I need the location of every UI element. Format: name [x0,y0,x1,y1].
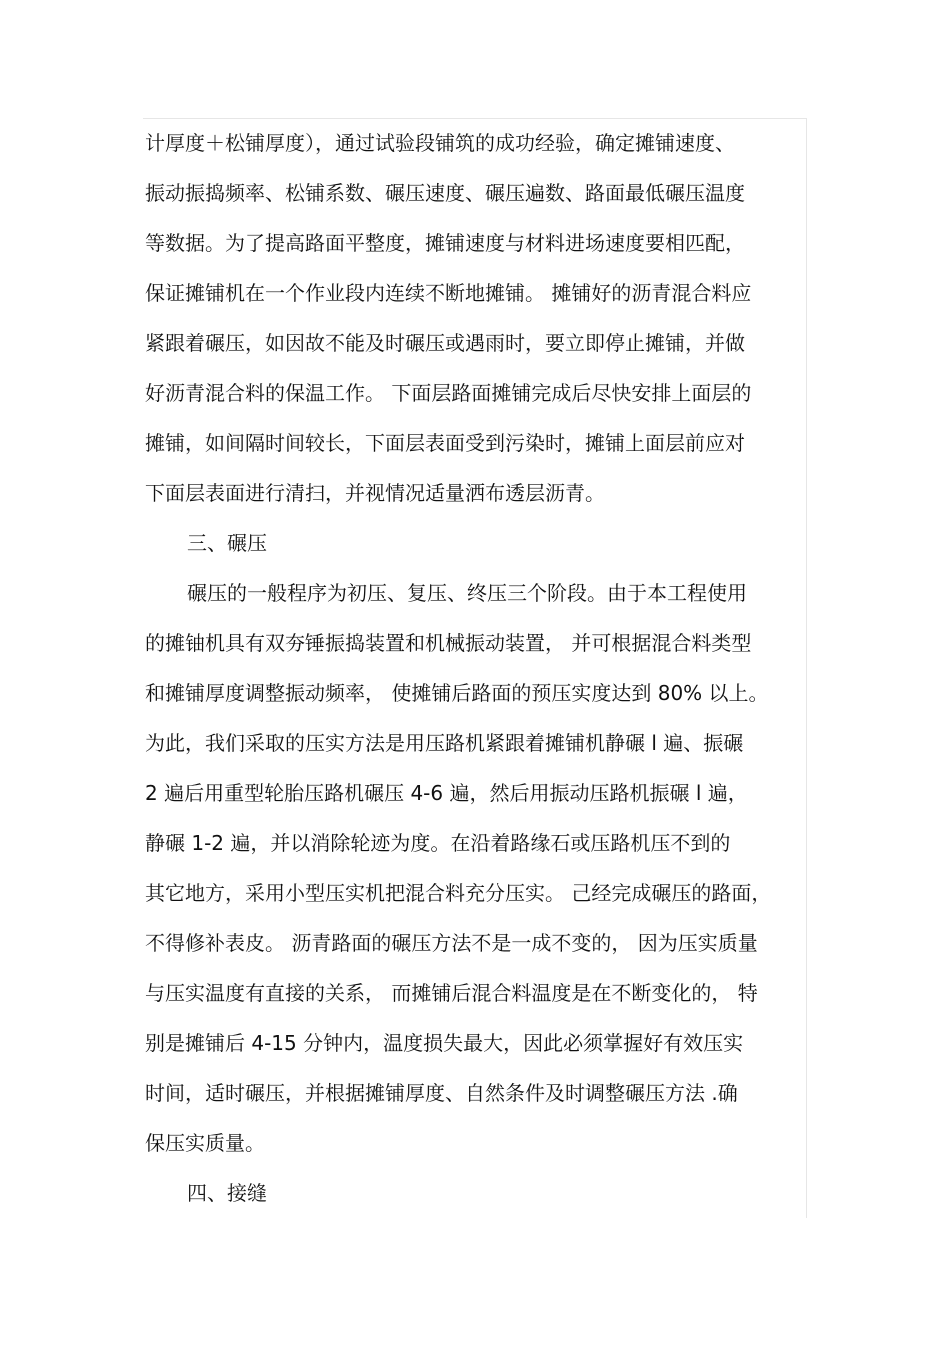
paragraph-line: 计厚度＋松铺厚度），通过试验段铺筑的成功经验，确定摊铺速度、 [145,131,735,155]
paragraph-line: 振动振捣频率、松铺系数、碾压速度、碾压遍数、路面最低碾压温度 [145,181,745,205]
paragraph-line: 好沥青混合料的保温工作。 下面层路面摊铺完成后尽快安排上面层的 [145,381,752,405]
paragraph-line: 等数据。为了提高路面平整度，摊铺速度与材料进场速度要相匹配， [145,231,745,255]
paragraph-line: 2 遍后用重型轮胎压路机碾压 4-6 遍，然后用振动压路机振碾 l 遍， [145,781,748,805]
paragraph-line: 不得修补表皮。 沥青路面的碾压方法不是一成不变的， 因为压实质量 [145,931,758,955]
paragraph-line: 别是摊铺后 4-15 分钟内，温度损失最大，因此必须掌握好有效压实 [145,1031,744,1055]
paragraph-line: 的摊铀机具有双夯锤振捣装置和机械振动装置， 并可根据混合料类型 [145,631,752,655]
paragraph-line: 与压实温度有直接的关系， 而摊铺后混合料温度是在不断变化的， 特 [145,981,758,1005]
paragraph-line: 和摊铺厚度调整振动频率， 使摊铺后路面的预压实度达到 80% 以上。 [145,681,769,705]
paragraph-line: 静碾 1-2 遍，并以消除轮迹为度。在沿着路缘石或压路机压不到的 [145,831,731,855]
paragraph-line: 紧跟着碾压，如因故不能及时碾压或遇雨时，要立即停止摊铺，并做 [145,331,745,355]
paragraph-line: 保压实质量。 [145,1131,265,1155]
section-heading-rolling: 三、碾压 [187,531,267,555]
paragraph-line: 摊铺，如间隔时间较长，下面层表面受到污染时，摊铺上面层前应对 [145,431,745,455]
paragraph-line: 下面层表面进行清扫，并视情况适量洒布透层沥青。 [145,481,605,505]
paragraph-line: 时间，适时碾压，并根据摊铺厚度、自然条件及时调整碾压方法 .确 [145,1081,738,1105]
section-heading-joints: 四、接缝 [187,1181,267,1205]
paragraph-line: 保证摊铺机在一个作业段内连续不断地摊铺。 摊铺好的沥青混合料应 [145,281,752,305]
paragraph-line: 为此，我们采取的压实方法是用压路机紧跟着摊铺机静碾 l 遍、振碾 [145,731,744,755]
paragraph-line: 其它地方，采用小型压实机把混合料充分压实。 己经完成碾压的路面， [145,881,772,905]
paragraph-line: 碾压的一般程序为初压、复压、终压三个阶段。由于本工程使用 [187,581,747,605]
